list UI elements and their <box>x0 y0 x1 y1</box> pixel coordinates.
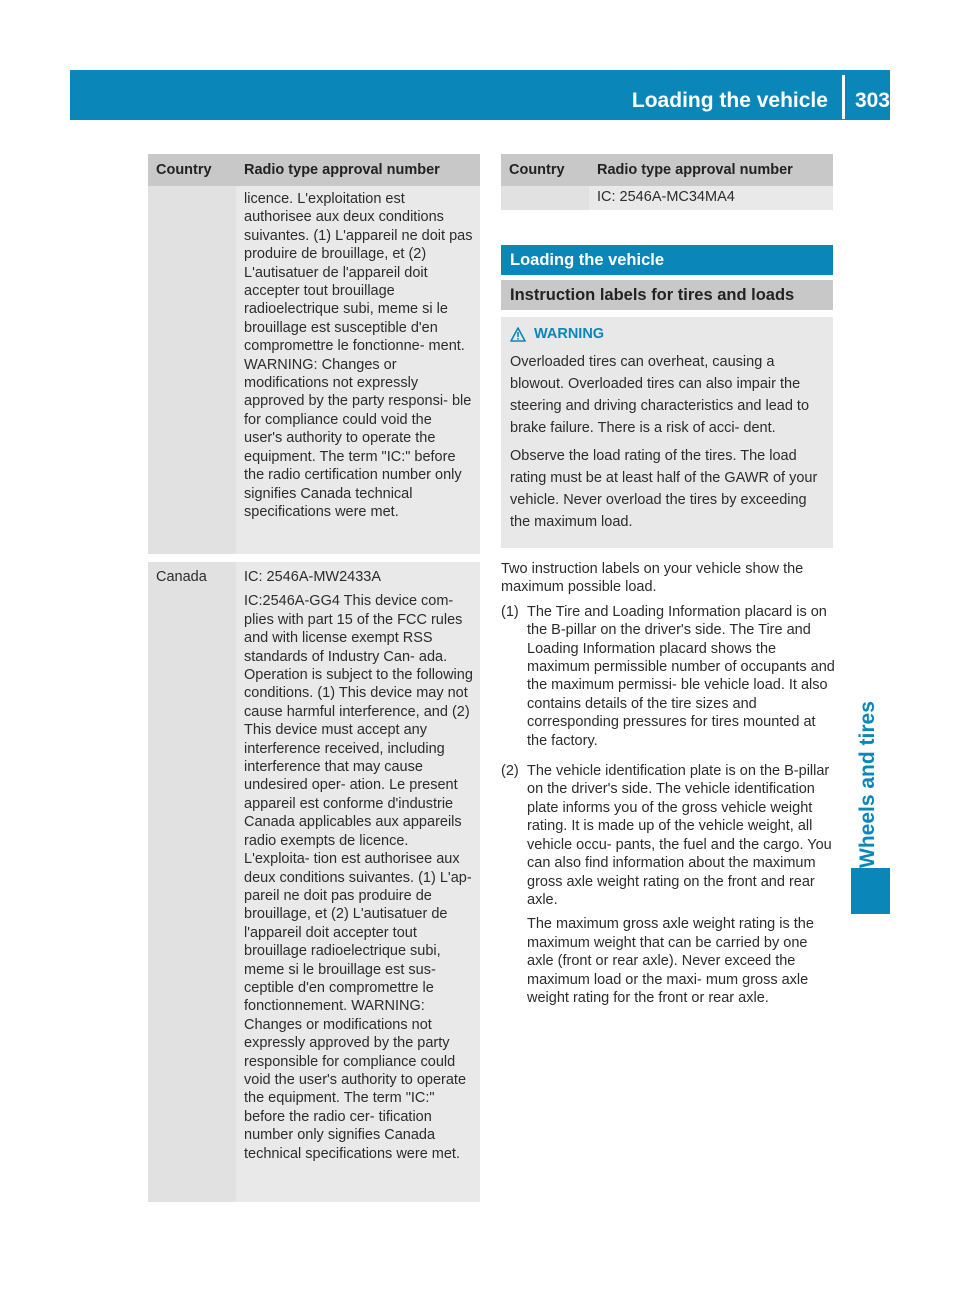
radio-approval-table-left <box>148 154 480 1202</box>
column-header-radio-number: Radio type approval number <box>589 154 833 186</box>
table-row <box>501 186 833 210</box>
header-divider <box>842 75 845 119</box>
country-cell <box>501 186 589 210</box>
table-row <box>148 186 480 558</box>
table-header-row <box>148 154 480 186</box>
approval-cell <box>236 558 480 1202</box>
warning-label: WARNING <box>534 326 605 342</box>
list-paragraph: The maximum gross axle weight rating is the maximum weight that can be carried by one axle (front or rear axle). Never exceed the maximum load or the maxi- mum gross axle weight rating for the front or rear axle. <box>527 916 814 1006</box>
section-heading: Loading the vehicle <box>501 245 833 275</box>
list-number: (1) <box>501 603 519 620</box>
page-number: 303 <box>854 89 890 112</box>
approval-text: IC:2546A-GG4 This device com- plies with part 15 of the FCC rules and with license exempt RSS standards of Industry Can- ada. Operation is subject to the following conditions. (1) This device may not cause harmful interference, and (2) This device must accept any interference received, including interference that may cause undesired oper- ation. Le present appareil est conforme d'industrie Canada applicables aux appareils radio exempts de licence. L'exploita- tion est authorisee aux deux conditions suivantes. (1) L'ap- pareil ne doit pas produire de brouillage, et (2) L'autisatuer de l'appareil doit accepter tout brouillage radioelectrique subi, meme si le brouillage est sus- ceptible d'en compromettre le fonctionnement. WARNING: Changes or modifications not expressly approved by the party responsible for compliance could void the user's authority to operate the equipment. The term "IC:" before the radio cer- tification number only signifies Canada technical specifications were met. <box>244 593 473 1162</box>
header <box>632 86 890 116</box>
country-cell <box>148 558 236 1202</box>
country-name: Canada <box>156 569 207 585</box>
intro-paragraph: Two instruction labels on your vehicle show the maximum possible load. <box>501 561 804 596</box>
page-title: Loading the vehicle <box>631 89 828 112</box>
list-body <box>527 762 837 1013</box>
warning-text: Observe the load rating of the tires. The load rating must be at least half of the GAWR of your vehicle. Never overload the tires by exceeding the maximum load. <box>510 448 818 530</box>
list-number: (2) <box>501 763 519 780</box>
list-paragraph: The Tire and Loading Information placard is on the B-pillar on the driver's side. The Tire and Loading Information placard shows the maximum permissible number of occupants and the maximum permissi- ble vehicle load. It also contains details of the tire sizes and corresponding pressures for tires mounted at the factory. <box>527 603 835 749</box>
warning-triangle-icon <box>510 327 526 342</box>
table-row <box>148 558 480 1202</box>
column-header-radio-number: Radio type approval number <box>236 154 480 186</box>
approval-cell <box>236 186 480 558</box>
approval-text: licence. L'exploitation est authorisee aux deux conditions suivantes. (1) L'appareil ne doit pas produire de brouillage, et (2) L'autisatuer de l'appareil doit accepter tout brouillage radioelectrique subi, meme si le brouillage est susceptible d'en compromettre le fonctionne- ment. WARNING: Changes or modifications not expressly approved by the party responsi- ble for compliance could void the user's authority to operate the equipment. The term "IC:" before the radio certification number only signifies Canada technical specifications were met. <box>244 191 473 520</box>
radio-approval-table-right <box>501 154 833 210</box>
warning-box <box>501 317 833 548</box>
list-paragraph: The vehicle identification plate is on the B-pillar on the driver's side. The vehicle identification plate informs you of the gross vehicle weight rating. It is made up of the vehicle weight, all vehicle occu- pants, the fuel and the cargo. You can also find information about the maximum gross axle weight rating on the front and rear axle. <box>527 763 832 908</box>
column-header-country: Country <box>148 154 236 186</box>
subsection-heading: Instruction labels for tires and loads <box>501 280 833 310</box>
list-body <box>527 603 837 756</box>
body-text <box>501 560 837 1019</box>
approval-number: IC: 2546A-MC34MA4 <box>589 186 833 210</box>
list-item <box>501 762 837 1013</box>
warning-title <box>510 323 825 345</box>
side-tab-marker <box>851 868 890 914</box>
side-tab-label: Wheels and tires <box>856 701 879 868</box>
table-header-row <box>501 154 833 186</box>
list-item <box>501 603 837 756</box>
warning-text: Overloaded tires can overheat, causing a blowout. Overloaded tires can also impair the steering and driving characteristics and lead to brake failure. There is a risk of acci- dent. <box>510 354 810 436</box>
column-header-country: Country <box>501 154 589 186</box>
country-cell <box>148 186 236 558</box>
approval-number: IC: 2546A-MW2433A <box>244 569 382 585</box>
